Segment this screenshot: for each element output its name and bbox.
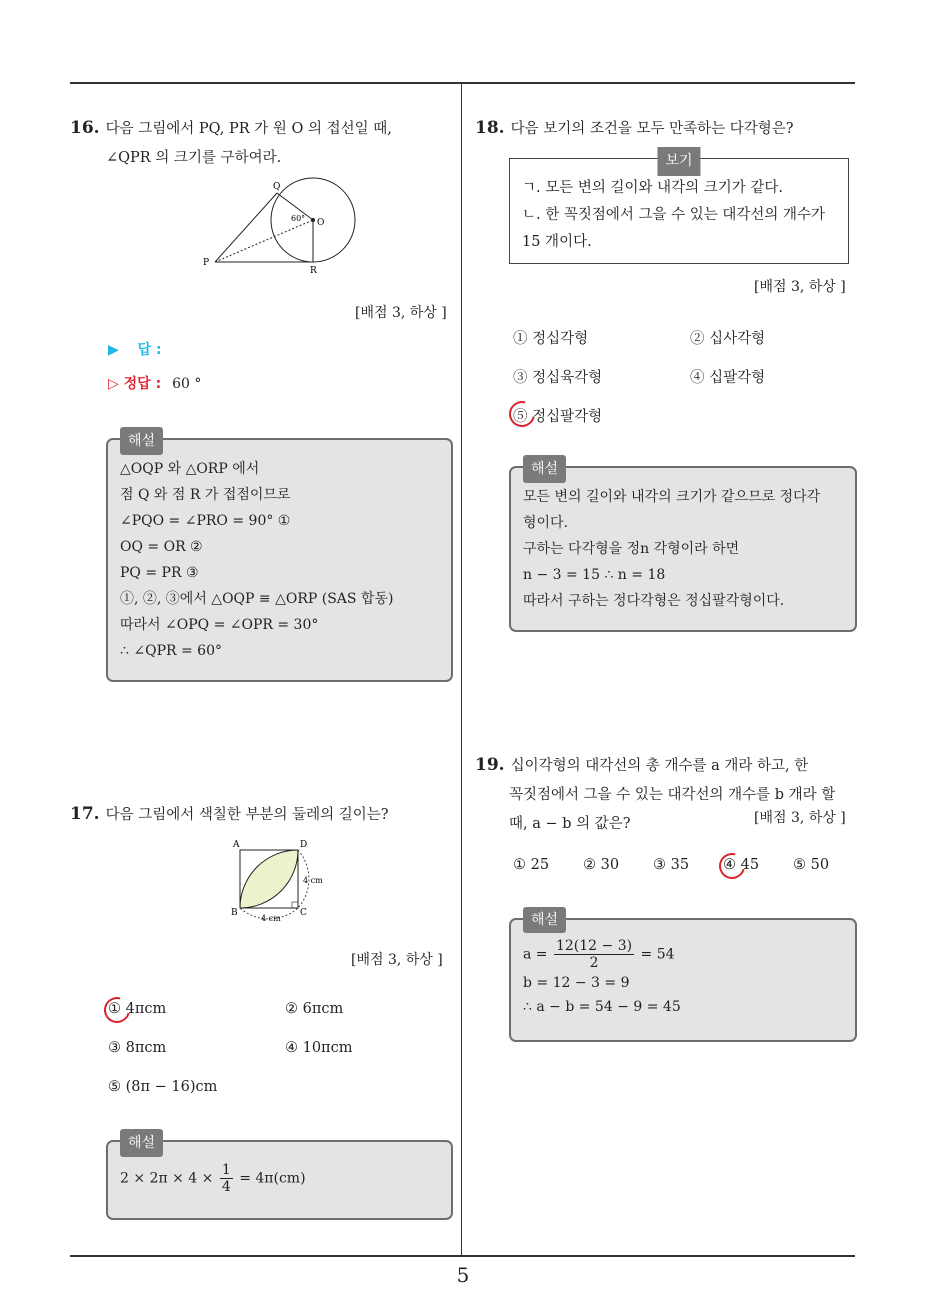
question-text-line2: ∠QPR 의 크기를 구하여라. (106, 150, 282, 166)
question-16 (70, 114, 455, 173)
expl-line: 구하는 다각형을 정n 각형이라 하면 (523, 541, 740, 557)
choice-1[interactable]: ① 정십각형 (513, 331, 589, 347)
choice-2[interactable]: ② 십사각형 (690, 331, 766, 347)
label-B: B (231, 908, 238, 918)
expl-line: 점 Q 와 점 R 가 접점이므로 (120, 487, 291, 503)
explanation-box-q17 (106, 1135, 453, 1220)
expl-line: △OQP 와 △ORP 에서 (120, 461, 260, 477)
frac-den: 2 (589, 955, 599, 971)
angle-label: 60° (291, 214, 306, 223)
bogi-tag: 보기 (657, 147, 700, 176)
column-divider (461, 84, 462, 1256)
top-rule (70, 82, 855, 84)
correct-label: 정답 : (123, 376, 162, 392)
expl-line: ∴ a − b = 54 − 9 = 45 (523, 999, 681, 1015)
question-17 (70, 800, 455, 830)
choice-4[interactable]: ④ 45 (723, 857, 760, 873)
expl-formula (120, 1162, 439, 1195)
fraction (554, 938, 634, 971)
choice-3[interactable]: ③ 35 (653, 857, 690, 873)
answer-label: 답 : (137, 342, 162, 358)
question-text-line1: 다음 그림에서 PQ, PR 가 원 O 의 접선일 때, (105, 121, 392, 137)
question-text: 다음 보기의 조건을 모두 만족하는 다각형은? (510, 121, 794, 137)
score-q19: [배점 3, 하상 ] (754, 810, 846, 826)
correct-answer-line (108, 373, 201, 393)
frac-num: 1 (221, 1162, 231, 1178)
selected-mark (504, 396, 540, 432)
answer-line (108, 339, 162, 359)
choice-5[interactable]: ⑤ 정십팔각형 (513, 409, 603, 425)
expl-rhs: = 4π(cm) (239, 1170, 306, 1187)
question-text-line1: 십이각형의 대각선의 총 개수를 a 개라 하고, 한 (510, 758, 809, 774)
expl-line: 따라서 ∠OPQ = ∠OPR = 30° (120, 617, 319, 633)
expl-line: ∴ ∠QPR = 60° (120, 643, 222, 659)
label-O: O (317, 218, 325, 228)
expl-line: n − 3 = 15 ∴ n = 18 (523, 567, 666, 583)
bogi-line: ㄴ. 한 꼭짓점에서 그을 수 있는 대각선의 개수가 (522, 207, 826, 223)
bogi-box (509, 153, 849, 264)
bogi-line: 15 개이다. (522, 234, 592, 250)
selected-mark (99, 992, 135, 1028)
question-number: 19. (475, 755, 505, 775)
label-P: P (203, 258, 210, 268)
explanation-box-q16 (106, 433, 453, 682)
label-D: D (300, 840, 308, 850)
choice-3[interactable]: ③ 8πcm (108, 1040, 167, 1056)
bogi-line: ㄱ. 모든 변의 길이와 내각의 크기가 같다. (522, 180, 783, 196)
choice-4[interactable]: ④ 10πcm (285, 1040, 353, 1056)
expl-line: b = 12 − 3 = 9 (523, 975, 630, 991)
label-side-right: 4 cm (303, 876, 323, 885)
explanation-tag: 해설 (120, 427, 163, 455)
expl-line: PQ = PR ③ (120, 565, 199, 581)
selected-mark (714, 848, 750, 884)
correct-value: 60 ° (172, 376, 202, 392)
frac-den: 4 (221, 1179, 231, 1195)
label-C: C (300, 908, 307, 918)
expl-formula-a (523, 938, 843, 971)
question-number: 16. (70, 118, 100, 138)
expl-line: 모든 변의 길이와 내각의 크기가 같으므로 정다각 (523, 489, 821, 505)
fraction (220, 1162, 233, 1195)
page-number: 5 (456, 1263, 470, 1287)
score-q16: [배점 3, 하상 ] (355, 305, 447, 321)
choice-1[interactable]: ① 4πcm (108, 1001, 167, 1017)
expl-lhs: 2 × 2π × 4 × (120, 1170, 214, 1187)
expl-line: ∠PQO = ∠PRO = 90° ① (120, 513, 291, 529)
square-arc-figure (225, 835, 335, 927)
choice-3[interactable]: ③ 정십육각형 (513, 370, 603, 386)
expl-line: OQ = OR ② (120, 539, 203, 555)
triangle-icon: ▷ (108, 376, 119, 392)
label-R: R (310, 266, 317, 275)
label-side-bottom: 4 cm (261, 914, 281, 923)
explanation-tag: 해설 (523, 455, 566, 483)
choice-4[interactable]: ④ 십팔각형 (690, 370, 766, 386)
score-q17: [배점 3, 하상 ] (351, 952, 443, 968)
explanation-tag: 해설 (120, 1129, 163, 1157)
choice-2[interactable]: ② 30 (583, 857, 620, 873)
label-A: A (233, 840, 240, 850)
expl-a-rhs: = 54 (640, 946, 675, 963)
question-number: 17. (70, 804, 100, 824)
choice-2[interactable]: ② 6πcm (285, 1001, 344, 1017)
question-18 (475, 114, 860, 144)
question-text-line2: 꼭짓점에서 그을 수 있는 대각선의 개수를 b 개라 할 (509, 787, 836, 803)
explanation-box-q19 (509, 912, 857, 1042)
expl-line: ①, ②, ③에서 △OQP ≡ △ORP (SAS 합동) (120, 591, 394, 607)
score-q18: [배점 3, 하상 ] (754, 279, 846, 295)
choice-1[interactable]: ① 25 (513, 857, 550, 873)
bottom-rule (70, 1255, 855, 1257)
question-text: 다음 그림에서 색칠한 부분의 둘레의 길이는? (105, 807, 389, 823)
choice-5[interactable]: ⑤ 50 (793, 857, 830, 873)
explanation-tag: 해설 (523, 907, 566, 933)
frac-num: 12(12 − 3) (555, 938, 633, 954)
play-icon: ▶ (108, 342, 119, 358)
expl-a-lhs: a = (523, 946, 548, 963)
expl-line: 형이다. (523, 515, 569, 531)
question-text-line3: 때, a − b 의 값은? (509, 816, 631, 832)
question-number: 18. (475, 118, 505, 138)
explanation-box-q18 (509, 461, 857, 632)
tangent-circle-figure (195, 175, 370, 275)
choice-5[interactable]: ⑤ (8π − 16)cm (108, 1079, 218, 1095)
expl-line: 따라서 구하는 정다각형은 정십팔각형이다. (523, 593, 785, 609)
label-Q: Q (273, 182, 281, 192)
